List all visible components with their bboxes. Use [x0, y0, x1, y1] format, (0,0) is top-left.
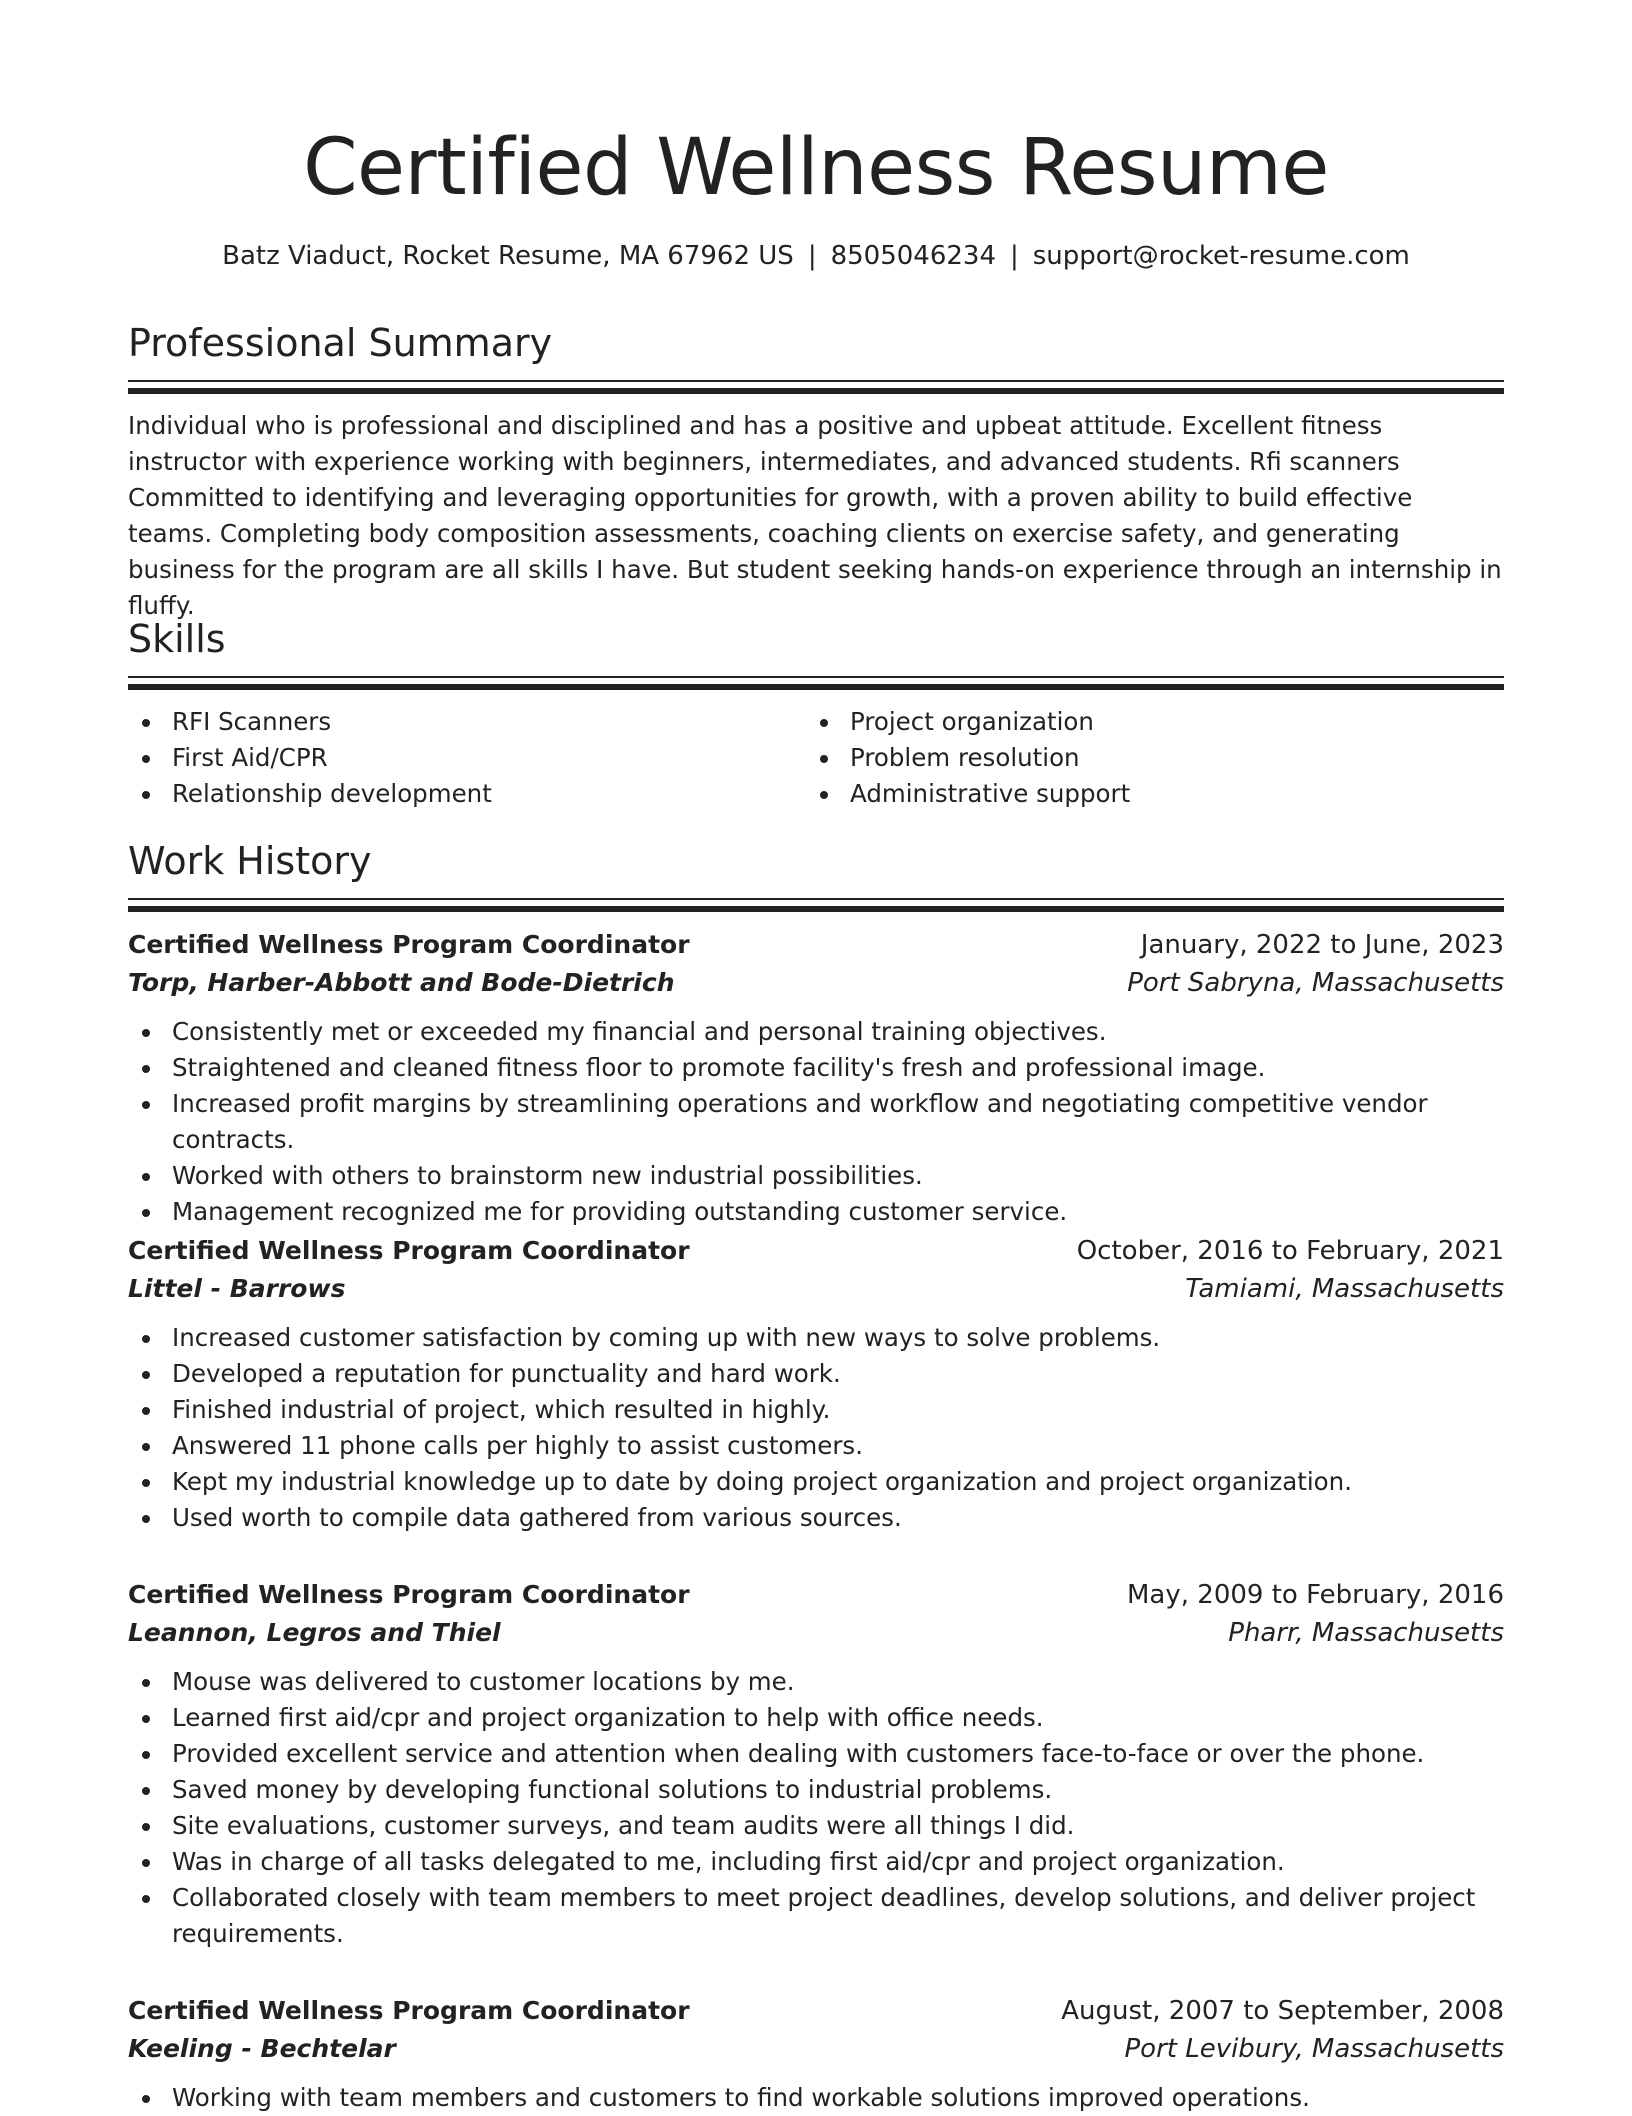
skill-item: Project organization: [806, 704, 1484, 740]
job-bullet: Was in charge of all tasks delegated to me, including first aid/cpr and project organization.: [128, 1844, 1504, 1880]
job-bullet: Increased customer satisfaction by coming up with new ways to solve problems.: [128, 1320, 1504, 1356]
job-location: Pharr, Massachusetts: [1228, 1618, 1504, 1648]
job-bullet-list: [128, 1320, 1504, 1536]
job-bullet: Answered 11 phone calls per highly to assist customers.: [128, 1428, 1504, 1464]
section-divider: [128, 380, 1504, 382]
job-bullet: Saved money by developing functional solutions to industrial problems.: [128, 1772, 1504, 1808]
job-bullet-list: [128, 2080, 1504, 2116]
section-divider: [128, 898, 1504, 900]
summary-section: [128, 318, 1504, 624]
contact-email: support@rocket-resume.com: [1032, 241, 1410, 271]
skill-item: RFI Scanners: [128, 704, 806, 740]
job-bullet: Developed a reputation for punctuality and hard work.: [128, 1356, 1504, 1392]
job-bullet: Learned first aid/cpr and project organization to help with office needs.: [128, 1700, 1504, 1736]
job-bullet: Consistently met or exceeded my financial and personal training objectives.: [128, 1014, 1504, 1050]
skills-column-right: [806, 704, 1484, 812]
resume-title: Certified Wellness Resume: [303, 123, 1329, 213]
job-location: Port Levibury, Massachusetts: [1124, 2034, 1504, 2064]
contact-line: [128, 236, 1504, 276]
section-divider-thick: [128, 388, 1504, 394]
job-title: Certified Wellness Program Coordinator: [128, 930, 690, 959]
skills-section: [128, 614, 1504, 812]
job-bullet: Increased profit margins by streamlining operations and workflow and negotiating competitive vendor contracts.: [128, 1086, 1504, 1158]
section-divider-thick: [128, 906, 1504, 912]
job-bullet-list: [128, 1664, 1504, 1952]
job-company: Littel - Barrows: [128, 1274, 346, 1303]
job-bullet: Provided excellent service and attention when dealing with customers face-to-face or over the phone.: [128, 1736, 1504, 1772]
job-title: Certified Wellness Program Coordinator: [128, 1580, 690, 1609]
job-bullet-list: [128, 1014, 1504, 1230]
contact-separator: |: [1010, 241, 1019, 271]
section-divider: [128, 676, 1504, 678]
job-dates: January, 2022 to June, 2023: [1140, 930, 1504, 960]
job-company: Keeling - Bechtelar: [128, 2034, 396, 2063]
job-entry: [128, 926, 1504, 1230]
summary-text: Individual who is professional and disciplined and has a positive and upbeat attitude. Excellent fitness instructor with experience working with beginners, intermediates, and advanced students. Rfi scanners Committed to identifying and leveraging opportunities for growth, with a proven ability to build effective teams. Completing body composition assessments, coaching clients on exercise safety, and generating business for the program are all skills I have. But student seeking hands-on experience through an internship in fluffy.: [128, 411, 1502, 620]
job-bullet: Used worth to compile data gathered from various sources.: [128, 1500, 1504, 1536]
summary-heading: Professional Summary: [128, 321, 553, 365]
job-bullet: Management recognized me for providing outstanding customer service.: [128, 1194, 1504, 1230]
job-dates: August, 2007 to September, 2008: [1061, 1996, 1504, 2026]
job-location: Tamiami, Massachusetts: [1185, 1274, 1504, 1304]
job-bullet: Straightened and cleaned fitness floor to promote facility's fresh and professional image.: [128, 1050, 1504, 1086]
contact-phone: 8505046234: [830, 241, 996, 271]
job-title: Certified Wellness Program Coordinator: [128, 1236, 690, 1265]
job-bullet: Collaborated closely with team members to meet project deadlines, develop solutions, and deliver project requirements.: [128, 1880, 1504, 1952]
job-title: Certified Wellness Program Coordinator: [128, 1996, 690, 2025]
job-bullet: Kept my industrial knowledge up to date by doing project organization and project organization.: [128, 1464, 1504, 1500]
job-dates: October, 2016 to February, 2021: [1076, 1236, 1504, 1266]
work-history-section: [128, 836, 1504, 912]
job-entry: [128, 1576, 1504, 1952]
job-entry: [128, 1232, 1504, 1536]
work-history-heading: Work History: [128, 839, 372, 883]
skill-item: Problem resolution: [806, 740, 1484, 776]
job-dates: May, 2009 to February, 2016: [1127, 1580, 1504, 1610]
job-bullet: Finished industrial of project, which resulted in highly.: [128, 1392, 1504, 1428]
job-bullet: Site evaluations, customer surveys, and team audits were all things I did.: [128, 1808, 1504, 1844]
job-company: Leannon, Legros and Thiel: [128, 1618, 501, 1647]
job-location: Port Sabryna, Massachusetts: [1127, 968, 1504, 998]
job-bullet: Mouse was delivered to customer locations by me.: [128, 1664, 1504, 1700]
section-divider-thick: [128, 684, 1504, 690]
contact-address: Batz Viaduct, Rocket Resume, MA 67962 US: [222, 241, 794, 271]
job-company: Torp, Harber-Abbott and Bode-Dietrich: [128, 968, 675, 997]
contact-separator: |: [807, 241, 817, 271]
skills-heading: Skills: [128, 617, 226, 661]
skill-item: First Aid/CPR: [128, 740, 806, 776]
job-bullet: Worked with others to brainstorm new industrial possibilities.: [128, 1158, 1504, 1194]
skill-item: Relationship development: [128, 776, 806, 812]
skills-column-left: [128, 704, 806, 812]
job-entry: [128, 1992, 1504, 2116]
skill-item: Administrative support: [806, 776, 1484, 812]
skills-grid: [128, 704, 1504, 812]
job-bullet: Working with team members and customers to find workable solutions improved operations.: [128, 2080, 1504, 2116]
